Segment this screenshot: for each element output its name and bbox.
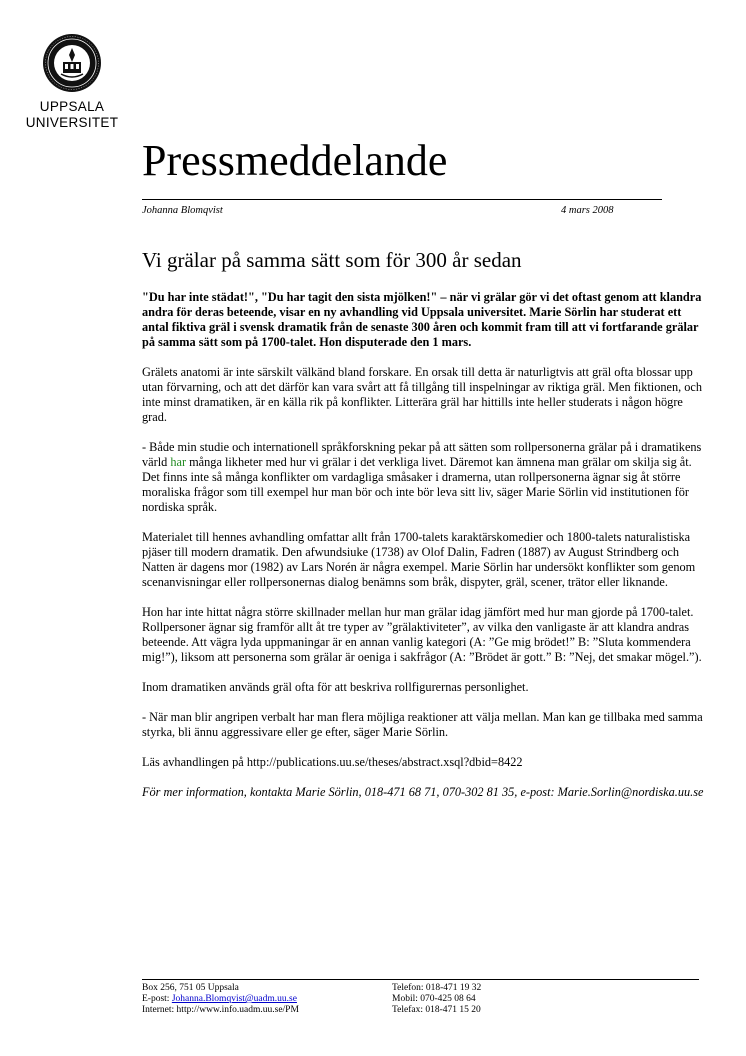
university-name [0,99,144,131]
university-seal-logo [42,33,102,93]
footer-contact-left [142,983,299,1016]
footer-email-label: E-post: [142,994,172,1004]
body-paragraph-2 [142,440,710,515]
body-paragraph-6: - När man blir angripen verbalt har man flera möjliga reaktioner att välja mellan. Man kan ge tillbaka med samma styrka, bli ännu aggressivare eller ge efter, säger Marie Sörlin. [142,710,703,739]
p2-text-start: - Både min studie och internationell språkforskning pekar på att sätten som rollpersonerna grälar på i dramatikens värld [142,440,702,469]
footer-email-line [142,994,299,1005]
footer-internet: Internet: http://www.info.uadm.uu.se/PM [142,1005,299,1015]
body-paragraph-5: Inom dramatiken används gräl ofta för att beskriva rollfigurernas personlighet. [142,680,529,694]
article-headline: Vi grälar på samma sätt som för 300 år sedan [142,248,522,272]
footer-divider [142,979,699,980]
footer-phone: Telefon: 018-471 19 32 [392,983,482,993]
footer-mobile: Mobil: 070-425 08 64 [392,994,476,1004]
thesis-link-paragraph: Läs avhandlingen på http://publications.uu.se/theses/abstract.xsql?dbid=8422 [142,755,523,769]
footer-email-link[interactable]: Johanna.Blomqvist@uadm.uu.se [171,994,297,1004]
page-title: Pressmeddelande [142,136,448,185]
university-name-line2: UNIVERSITET [25,115,119,130]
p2-text-end: många likheter med hur vi grälar i det verkliga livet. Däremot kan ämnena man grälar om skilja sig åt. Det finns inte så många konflikter om vardagliga småsaker i dramerna, utan rollpersonerna ägnar sig åt större moraliska frågor som till exempel hur man bör och inte bör leva sitt liv, säger Marie Sörlin vid institutionen för nordiska språk. [142,455,692,514]
lead-paragraph: "Du har inte städat!", "Du har tagit den sista mjölken!" – när vi grälar gör vi det oftast genom att klandra andra för deras beteende, visar en ny avhandling vid Uppsala universitet. Marie Sörlin har studerat ett antal fiktiva gräl i svensk dramatik från de senaste 300 åren och kommit fram till att vi fortfarande grälar på samma sätt som på 1700-talet. Hon disputerade den 1 mars. [142,290,702,349]
body-paragraph-4: Hon har inte hittat några större skillnader mellan hur man grälar idag jämfört med hur man gjorde på 1700-talet. Rollpersoner ägnar sig framför allt åt tre typer av ”grälaktiviteter”, av vilka den vanligaste är att klandra andras beteende. Att vägra lyda uppmaningar är en annan vanlig kategori (A: ”Ge mig brödet!” B: ”Sluta kommendera mig!”), liksom att personerna som grälar är oeniga i sakfrågor (A: ”Brödet är gott.” B: ”Nej, det smakar mögel.”). [142,605,702,664]
header-divider [142,199,662,200]
body-paragraph-3: Materialet till hennes avhandling omfattar allt från 1700-talets karaktärskomedier och 1800-talets naturalistiska pjäser till modern dramatik. Den afwundsiuke (1738) av Olof Dalin, Fadren (1887) av August Strindberg och Natten är dagens mor (1982) av Lars Norén är några exempel. Marie Sörlin har undersökt konflikter som genom scenanvisningar eller rollpersonernas dialog benämns som bråk, dispyter, gräl, scener, trätor eller liknande. [142,530,696,589]
footer-fax: Telefax: 018-471 15 20 [392,1005,481,1015]
body-paragraph-1: Grälets anatomi är inte särskilt välkänd bland forskare. En orsak till detta är naturligtvis att gräl ofta blossar upp utan förvarning, och att det därför kan vara svårt att få tillgång till inspelningar av riktiga gräl. Men fiktionen, och inte minst dramatiken, är en källa rik på konflikter. Litterära gräl har hittills inte heller studerats i någon högre grad. [142,365,703,424]
article-body [142,290,710,815]
footer-contact-right [392,983,481,1016]
contact-info: För mer information, kontakta Marie Sörlin, 018-471 68 71, 070-302 81 35, e-post: Marie.Sorlin@nordiska.uu.se [142,785,704,799]
release-date: 4 mars 2008 [561,205,614,216]
p2-highlighted-word: har [170,455,187,469]
university-name-line1: UPPSALA [39,99,105,114]
author-name: Johanna Blomqvist [142,205,223,216]
footer-address: Box 256, 751 05 Uppsala [142,983,239,993]
